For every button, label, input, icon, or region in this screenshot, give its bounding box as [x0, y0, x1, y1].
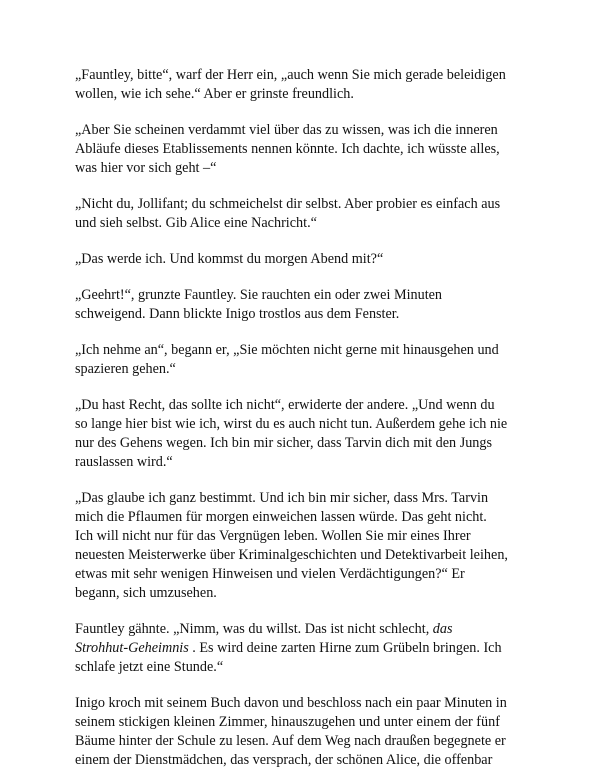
- text-line: Inigo kroch mit seinem Buch davon und beschloss nach ein paar Minuten in: [75, 695, 507, 711]
- text-line: „Aber Sie scheinen verdammt viel über das zu wissen, was ich die inneren: [75, 122, 498, 138]
- text-line: rauslassen wird.“: [75, 454, 173, 470]
- text-segment: . Es wird deine zarten Hirne zum Grübeln bringen. Ich: [188, 640, 502, 656]
- text-line: „Du hast Recht, das sollte ich nicht“, erwiderte der andere. „Und wenn du: [75, 397, 495, 413]
- book-title-italic: das: [432, 621, 453, 637]
- text-line: „Nicht du, Jollifant; du schmeichelst dir selbst. Aber probier es einfach aus: [75, 196, 501, 212]
- paragraph-6: [75, 341, 538, 379]
- text-segment: Fauntley gähnte. „Nimm, was du willst. Das ist nicht schlecht,: [75, 621, 433, 637]
- text-line: Bäume hinter der Schule zu lesen. Auf dem Weg nach draußen begegnete er: [75, 733, 506, 749]
- text-line: mich die Pflaumen für morgen einweichen lassen würde. Das geht nicht.: [75, 509, 487, 525]
- text-line: spazieren gehen.“: [75, 361, 176, 377]
- paragraph-10: [75, 694, 538, 770]
- paragraph-1: [75, 66, 538, 104]
- text-line: wollen, wie ich sehe.“ Aber er grinste freundlich.: [75, 86, 354, 102]
- paragraph-7: [75, 396, 538, 472]
- text-line: neuesten Meisterwerke über Kriminalgeschichten und Detektivarbeit leihen,: [75, 547, 508, 563]
- paragraph-4: [75, 250, 538, 269]
- text-line: Ich will nicht nur für das Vergnügen leben. Wollen Sie mir eines Ihrer: [75, 528, 471, 544]
- paragraph-8: [75, 489, 538, 603]
- text-line: seinem stickigen kleinen Zimmer, hinauszugehen und unter einem der fünf: [75, 714, 500, 730]
- text-line: [75, 658, 538, 677]
- paragraph-3: [75, 195, 538, 233]
- text-line: schweigend. Dann blickte Inigo trostlos aus dem Fenster.: [75, 306, 400, 322]
- paragraph-2: [75, 121, 538, 178]
- text-line: so lange hier bist wie ich, wirst du es auch nicht tun. Außerdem gehe ich nie: [75, 416, 508, 432]
- text-line: etwas mit sehr wenigen Hinweisen und vielen Verdächtigungen?“ Er: [75, 566, 465, 582]
- text-line: begann, sich umzusehen.: [75, 585, 217, 601]
- text-line: [75, 620, 538, 639]
- text-line: einem der Dienstmädchen, das versprach, der schönen Alice, die offenbar: [75, 752, 493, 768]
- text-line: und sieh selbst. Gib Alice eine Nachricht.“: [75, 215, 317, 231]
- text-line: was hier vor sich geht –“: [75, 160, 217, 176]
- text-line: „Das glaube ich ganz bestimmt. Und ich bin mir sicher, dass Mrs. Tarvin: [75, 490, 489, 506]
- text-line: „Ich nehme an“, begann er, „Sie möchten nicht gerne mit hinausgehen und: [75, 342, 499, 358]
- text-line: [75, 639, 538, 658]
- paragraph-9: [75, 620, 538, 677]
- book-title-italic: Strohhut-Geheimnis: [75, 640, 189, 656]
- text-line: „Geehrt!“, grunzte Fauntley. Sie rauchten ein oder zwei Minuten: [75, 287, 443, 303]
- text-line: „Fauntley, bitte“, warf der Herr ein, „auch wenn Sie mich gerade beleidigen: [75, 67, 506, 83]
- text-line: Abläufe dieses Etablissements nennen könnte. Ich dachte, ich wüsste alles,: [75, 141, 500, 157]
- text-line: „Das werde ich. Und kommst du morgen Abend mit?“: [75, 251, 384, 267]
- text-line: nur des Gehens wegen. Ich bin mir sicher, dass Tarvin dich mit den Jungs: [75, 435, 493, 451]
- text-segment: schlafe jetzt eine Stunde.“: [75, 659, 224, 675]
- paragraph-5: [75, 286, 538, 324]
